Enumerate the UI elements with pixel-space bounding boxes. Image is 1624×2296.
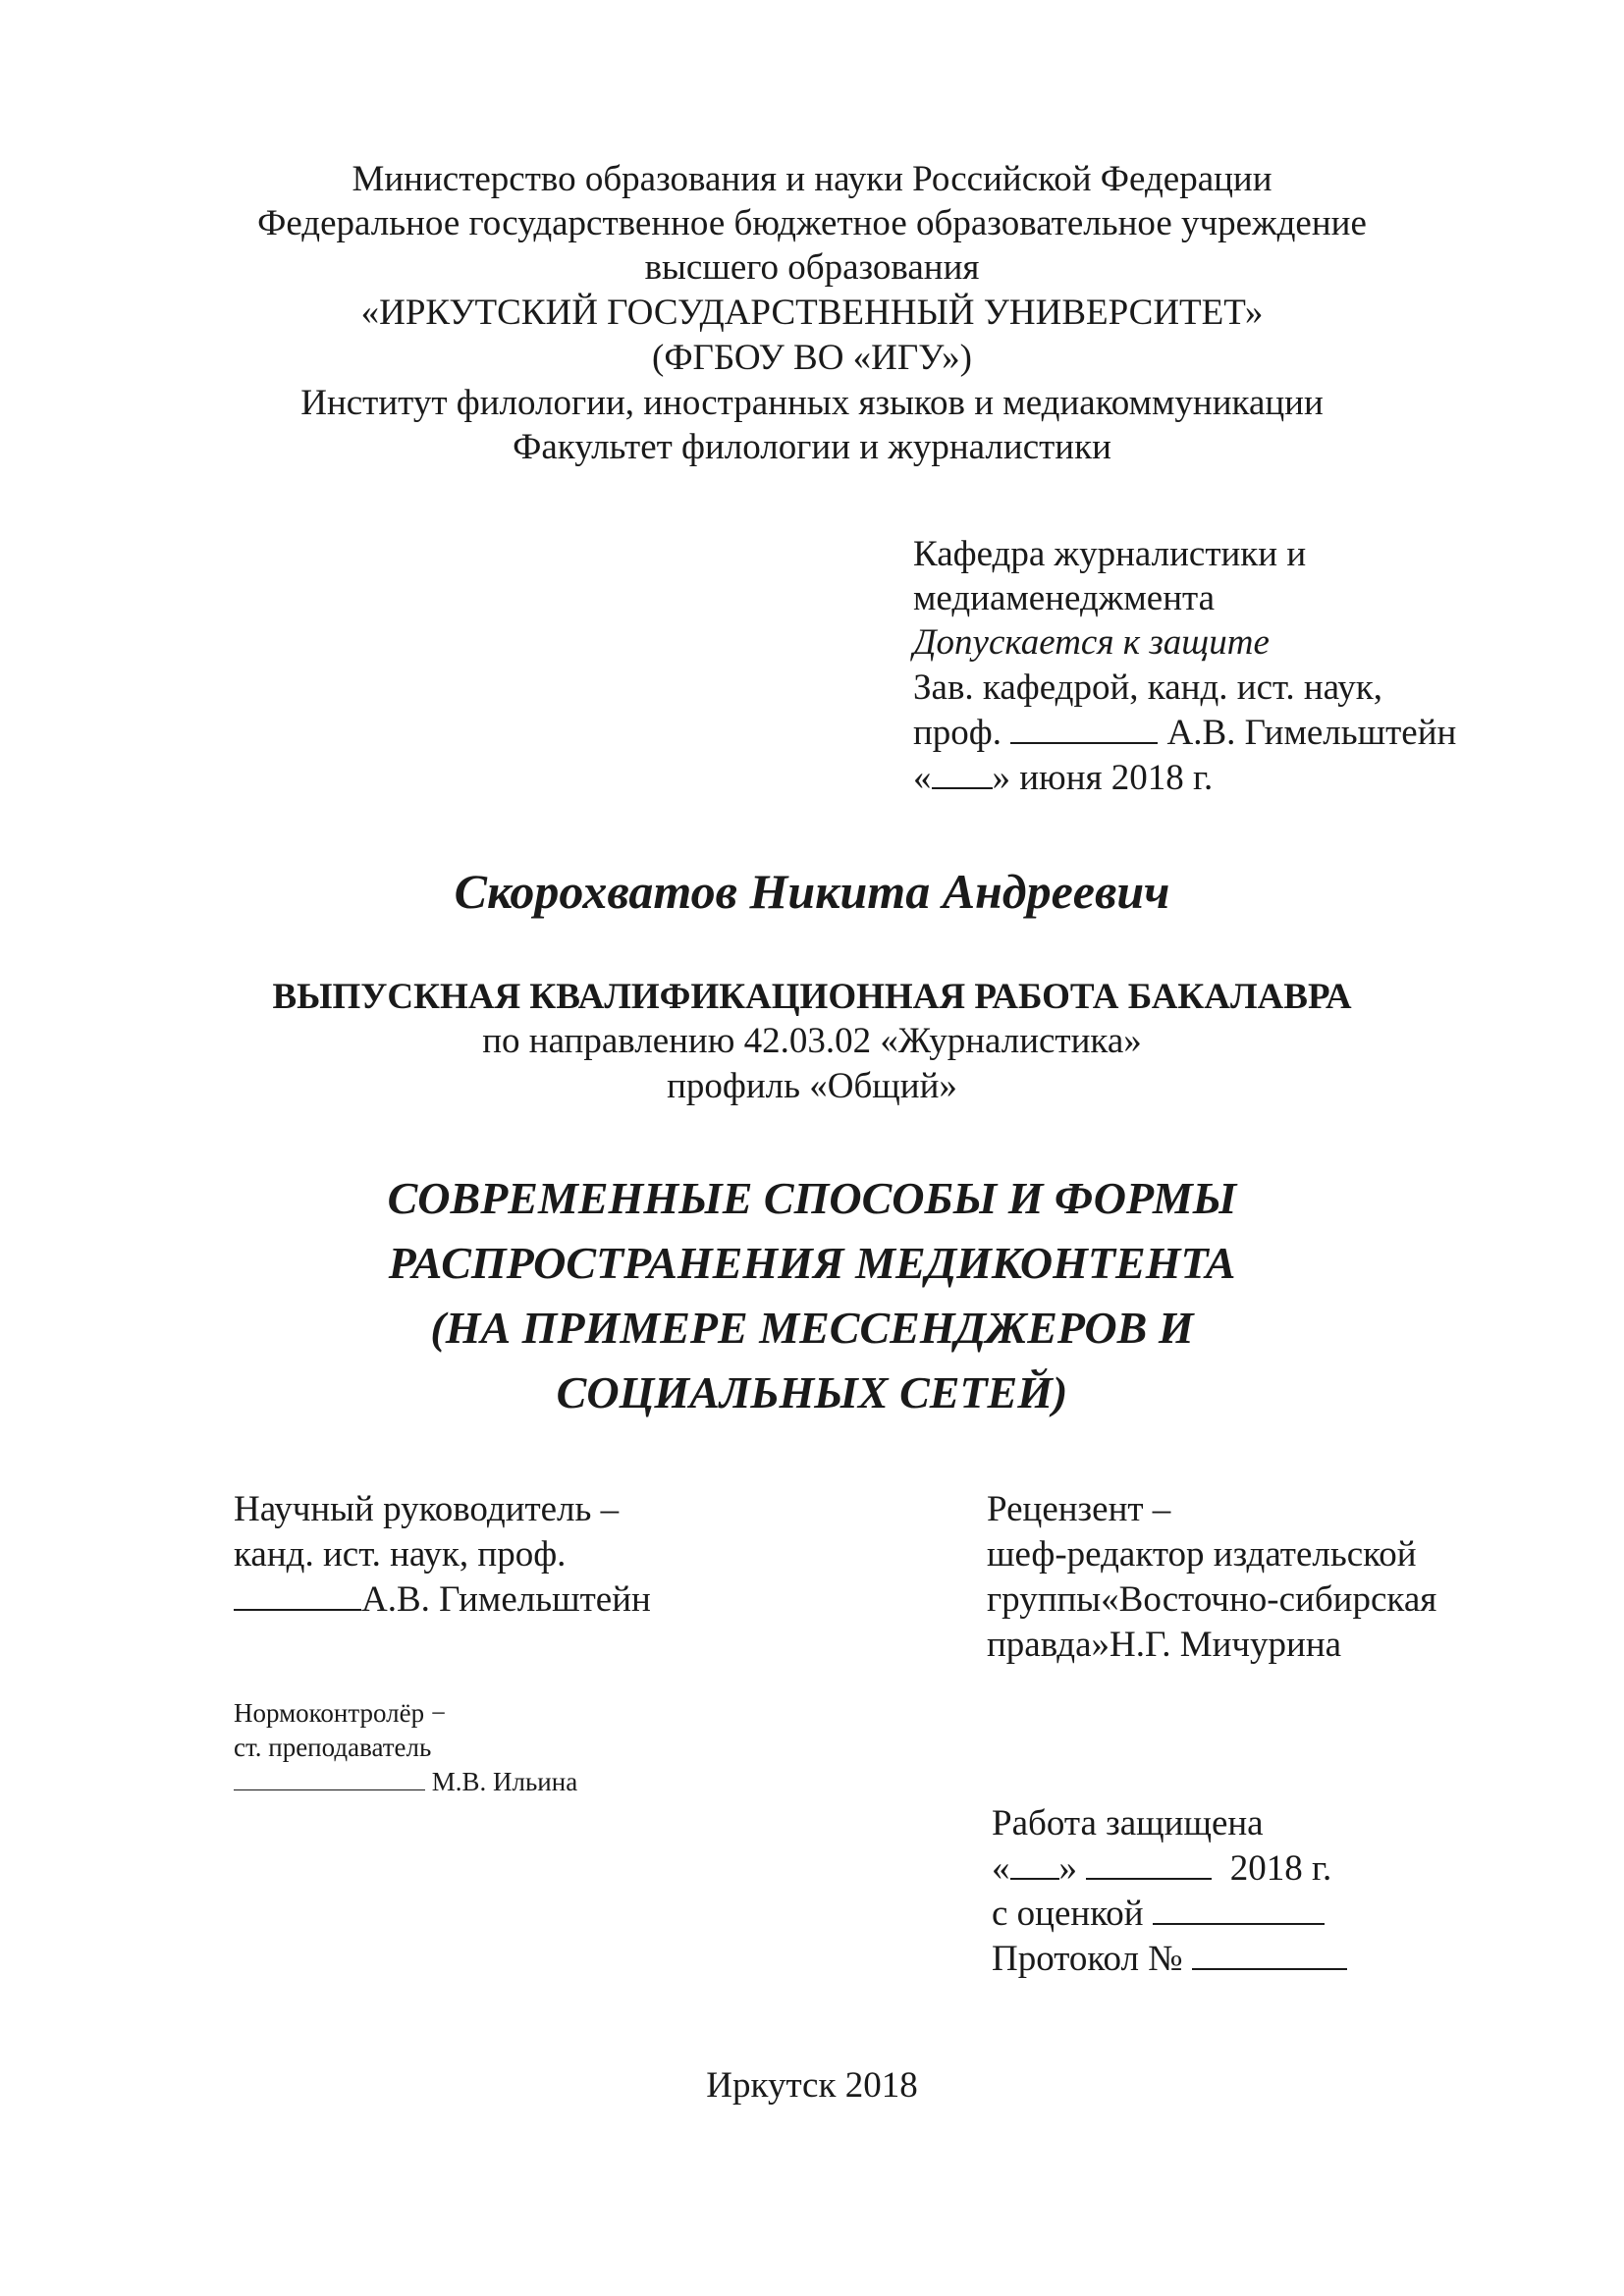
supervisor-signature-line — [234, 1577, 651, 1623]
normocontrol-label: Нормоконтролёр − — [234, 1698, 447, 1728]
day-blank — [1010, 1848, 1059, 1880]
day-blank — [932, 758, 993, 789]
reviewer-line-2: шеф-редактор издательской — [987, 1534, 1417, 1575]
admission-note: Допускается к защите — [913, 622, 1270, 663]
date-quote-open: « — [913, 758, 932, 798]
head-prefix: проф. — [913, 713, 1002, 753]
reviewer-label: Рецензент – — [987, 1489, 1171, 1529]
department-line-2: медиаменеджмента — [913, 578, 1216, 618]
department-line-1: Кафедра журналистики и — [913, 534, 1307, 574]
supervisor-label: Научный руководитель – — [234, 1489, 620, 1529]
admission-date-line — [913, 756, 1213, 801]
supervisor-name: А.В. Гимельштейн — [361, 1579, 651, 1620]
head-title: Зав. кафедрой, канд. ист. наук, — [913, 667, 1382, 708]
month-blank — [1086, 1848, 1212, 1880]
work-type: ВЫПУСКНАЯ КВАЛИФИКАЦИОННАЯ РАБОТА БАКАЛАВРА — [272, 977, 1352, 1017]
normocontrol-name: М.В. Ильина — [431, 1767, 578, 1796]
signature-blank — [234, 1579, 361, 1611]
work-profile: профиль «Общий» — [667, 1066, 957, 1106]
ministry-line: Министерство образования и науки Российской Федерации — [352, 159, 1272, 199]
grade-label: с оценкой — [992, 1894, 1144, 1934]
grade-line — [992, 1892, 1325, 1937]
reviewer-line-3: группы«Восточно-сибирская — [987, 1579, 1437, 1620]
work-direction: по направлению 42.03.02 «Журналистика» — [482, 1021, 1142, 1061]
thesis-title-line-4: СОЦИАЛЬНЫХ СЕТЕЙ) — [556, 1367, 1068, 1417]
defense-year: 2018 г. — [1229, 1848, 1332, 1889]
author-name: Скорохватов Никита Андреевич — [454, 864, 1170, 919]
head-signature-line — [913, 711, 1456, 756]
normocontrol-signature-line — [234, 1765, 577, 1798]
thesis-title-line-3: (НА ПРИМЕРЕ МЕССЕНДЖЕРОВ И — [430, 1303, 1194, 1353]
reviewer-line-4: правда»Н.Г. Мичурина — [987, 1625, 1342, 1665]
protocol-line — [992, 1937, 1347, 1982]
signature-blank — [1010, 713, 1158, 744]
protocol-blank — [1192, 1939, 1347, 1970]
institution-type-line: Федеральное государственное бюджетное образовательное учреждение — [257, 203, 1367, 243]
education-level-line: высшего образования — [644, 247, 980, 288]
protocol-label: Протокол № — [992, 1939, 1183, 1979]
defense-quote-close: » — [1058, 1848, 1077, 1889]
signature-blank — [234, 1768, 425, 1790]
city-year: Иркутск 2018 — [706, 2065, 918, 2106]
university-name-line: «ИРКУТСКИЙ ГОСУДАРСТВЕННЫЙ УНИВЕРСИТЕТ» — [360, 293, 1264, 333]
supervisor-degree: канд. ист. наук, проф. — [234, 1534, 567, 1575]
university-abbrev-line: (ФГБОУ ВО «ИГУ») — [652, 338, 972, 378]
thesis-title-line-1: СОВРЕМЕННЫЕ СПОСОБЫ И ФОРМЫ — [387, 1173, 1237, 1223]
thesis-title-line-2: РАСПРОСТРАНЕНИЯ МЕДИКОНТЕНТА — [388, 1238, 1236, 1288]
defense-quote-open: « — [992, 1848, 1010, 1889]
faculty-line: Факультет филологии и журналистики — [513, 427, 1111, 467]
defense-label: Работа защищена — [992, 1803, 1264, 1843]
head-name: А.В. Гимельштейн — [1166, 713, 1457, 753]
date-rest: » июня 2018 г. — [992, 758, 1214, 798]
defense-date-line — [992, 1846, 1331, 1892]
institute-line: Институт филологии, иностранных языков и медиакоммуникации — [300, 383, 1324, 423]
normocontrol-position: ст. преподаватель — [234, 1733, 432, 1762]
grade-blank — [1153, 1894, 1325, 1925]
